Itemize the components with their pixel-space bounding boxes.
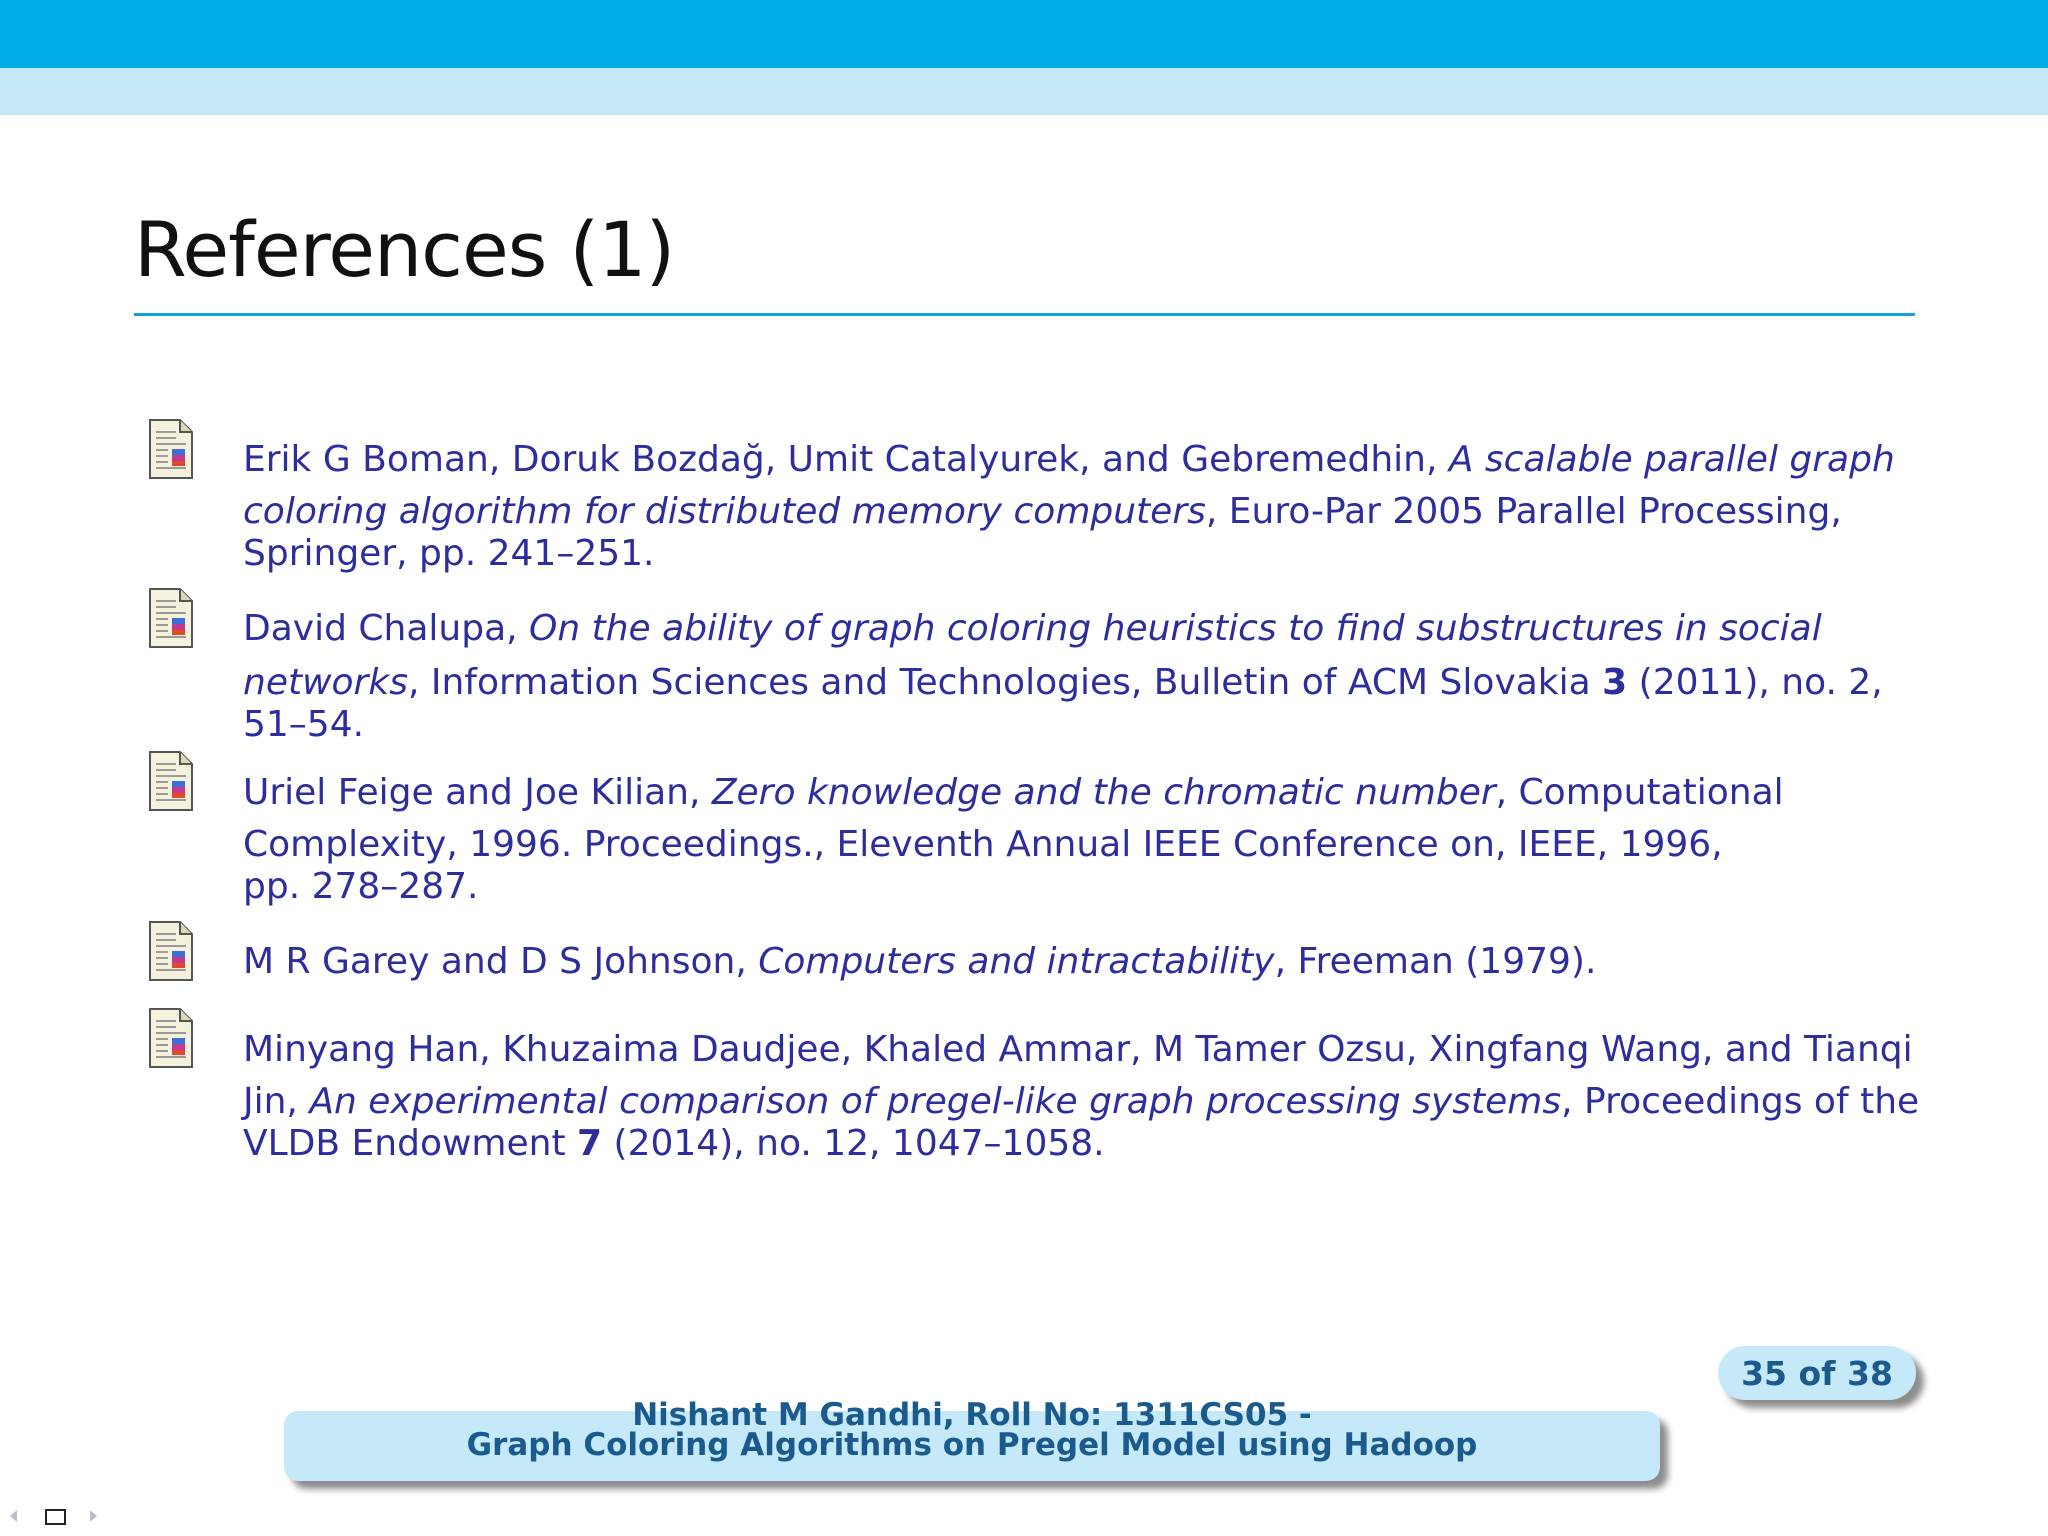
footer-author: Nishant M Gandhi, Roll No: 1311CS05 - xyxy=(632,1397,1312,1433)
ref-title: coloring algorithm for distributed memory computers xyxy=(243,491,1206,532)
ref-title: On the ability of graph coloring heuristics to find substructures in social xyxy=(529,608,1822,649)
article-icon xyxy=(148,1007,194,1069)
ref-venue: , Computational xyxy=(1495,772,1784,813)
reference-text xyxy=(243,605,1943,743)
article-icon xyxy=(148,750,194,812)
header-subbar xyxy=(0,68,2048,115)
slide-title: References (1) xyxy=(134,205,675,294)
article-icon xyxy=(148,587,194,649)
ref-volume: 3 xyxy=(1602,662,1628,703)
ref-venue: Complexity, 1996. Proceedings., Eleventh Annual IEEE Conference on, IEEE, 1996, xyxy=(243,824,1723,865)
article-icon xyxy=(148,418,194,480)
ref-volume: 7 xyxy=(577,1123,603,1164)
nav-prev-icon[interactable] xyxy=(10,1510,17,1522)
ref-title: networks xyxy=(243,662,408,703)
ref-title: Computers and intractability xyxy=(758,941,1275,982)
ref-venue: Springer, pp. 241–251. xyxy=(243,533,655,574)
ref-authors: David Chalupa, xyxy=(243,608,530,649)
ref-title: Zero knowledge and the chromatic number xyxy=(711,772,1496,813)
ref-venue: pp. 278–287. xyxy=(243,866,479,907)
header-bar xyxy=(0,0,2048,68)
ref-authors: Erik G Boman, Doruk Bozdağ, Umit Catalyurek, and Gebremedhin, xyxy=(243,439,1449,480)
page-indicator: 35 of 38 xyxy=(1718,1346,1916,1400)
footer-title: Graph Coloring Algorithms on Pregel Model using Hadoop xyxy=(466,1427,1478,1463)
ref-venue: (2014), no. 12, 1047–1058. xyxy=(602,1123,1105,1164)
ref-authors: Minyang Han, Khuzaima Daudjee, Khaled Ammar, M Tamer Ozsu, Xingfang Wang, and Tianqi xyxy=(243,1029,1913,1070)
article-icon xyxy=(148,920,194,982)
ref-venue: 51–54. xyxy=(243,704,365,745)
ref-venue: , Information Sciences and Technologies, Bulletin of ACM Slovakia xyxy=(407,662,1603,703)
ref-title: An experimental comparison of pregel-like graph processing systems xyxy=(309,1081,1562,1122)
reference-text xyxy=(243,1026,1943,1162)
reference-text xyxy=(243,436,1943,572)
nav-next-icon[interactable] xyxy=(90,1510,97,1522)
title-underline xyxy=(134,313,1915,316)
ref-authors: Jin, xyxy=(243,1081,310,1122)
ref-venue: , Euro-Par 2005 Parallel Processing, xyxy=(1205,491,1842,532)
ref-title: A scalable parallel graph xyxy=(1448,439,1895,480)
reference-text xyxy=(243,938,1943,986)
ref-authors: Uriel Feige and Joe Kilian, xyxy=(243,772,712,813)
reference-text xyxy=(243,769,1943,905)
ref-venue: , Freeman (1979). xyxy=(1274,941,1597,982)
nav-frame-icon[interactable] xyxy=(45,1509,66,1525)
ref-venue: (2011), no. 2, xyxy=(1627,662,1883,703)
ref-authors: M R Garey and D S Johnson, xyxy=(243,941,759,982)
ref-venue: VLDB Endowment xyxy=(243,1123,578,1164)
ref-venue: , Proceedings of the xyxy=(1561,1081,1920,1122)
